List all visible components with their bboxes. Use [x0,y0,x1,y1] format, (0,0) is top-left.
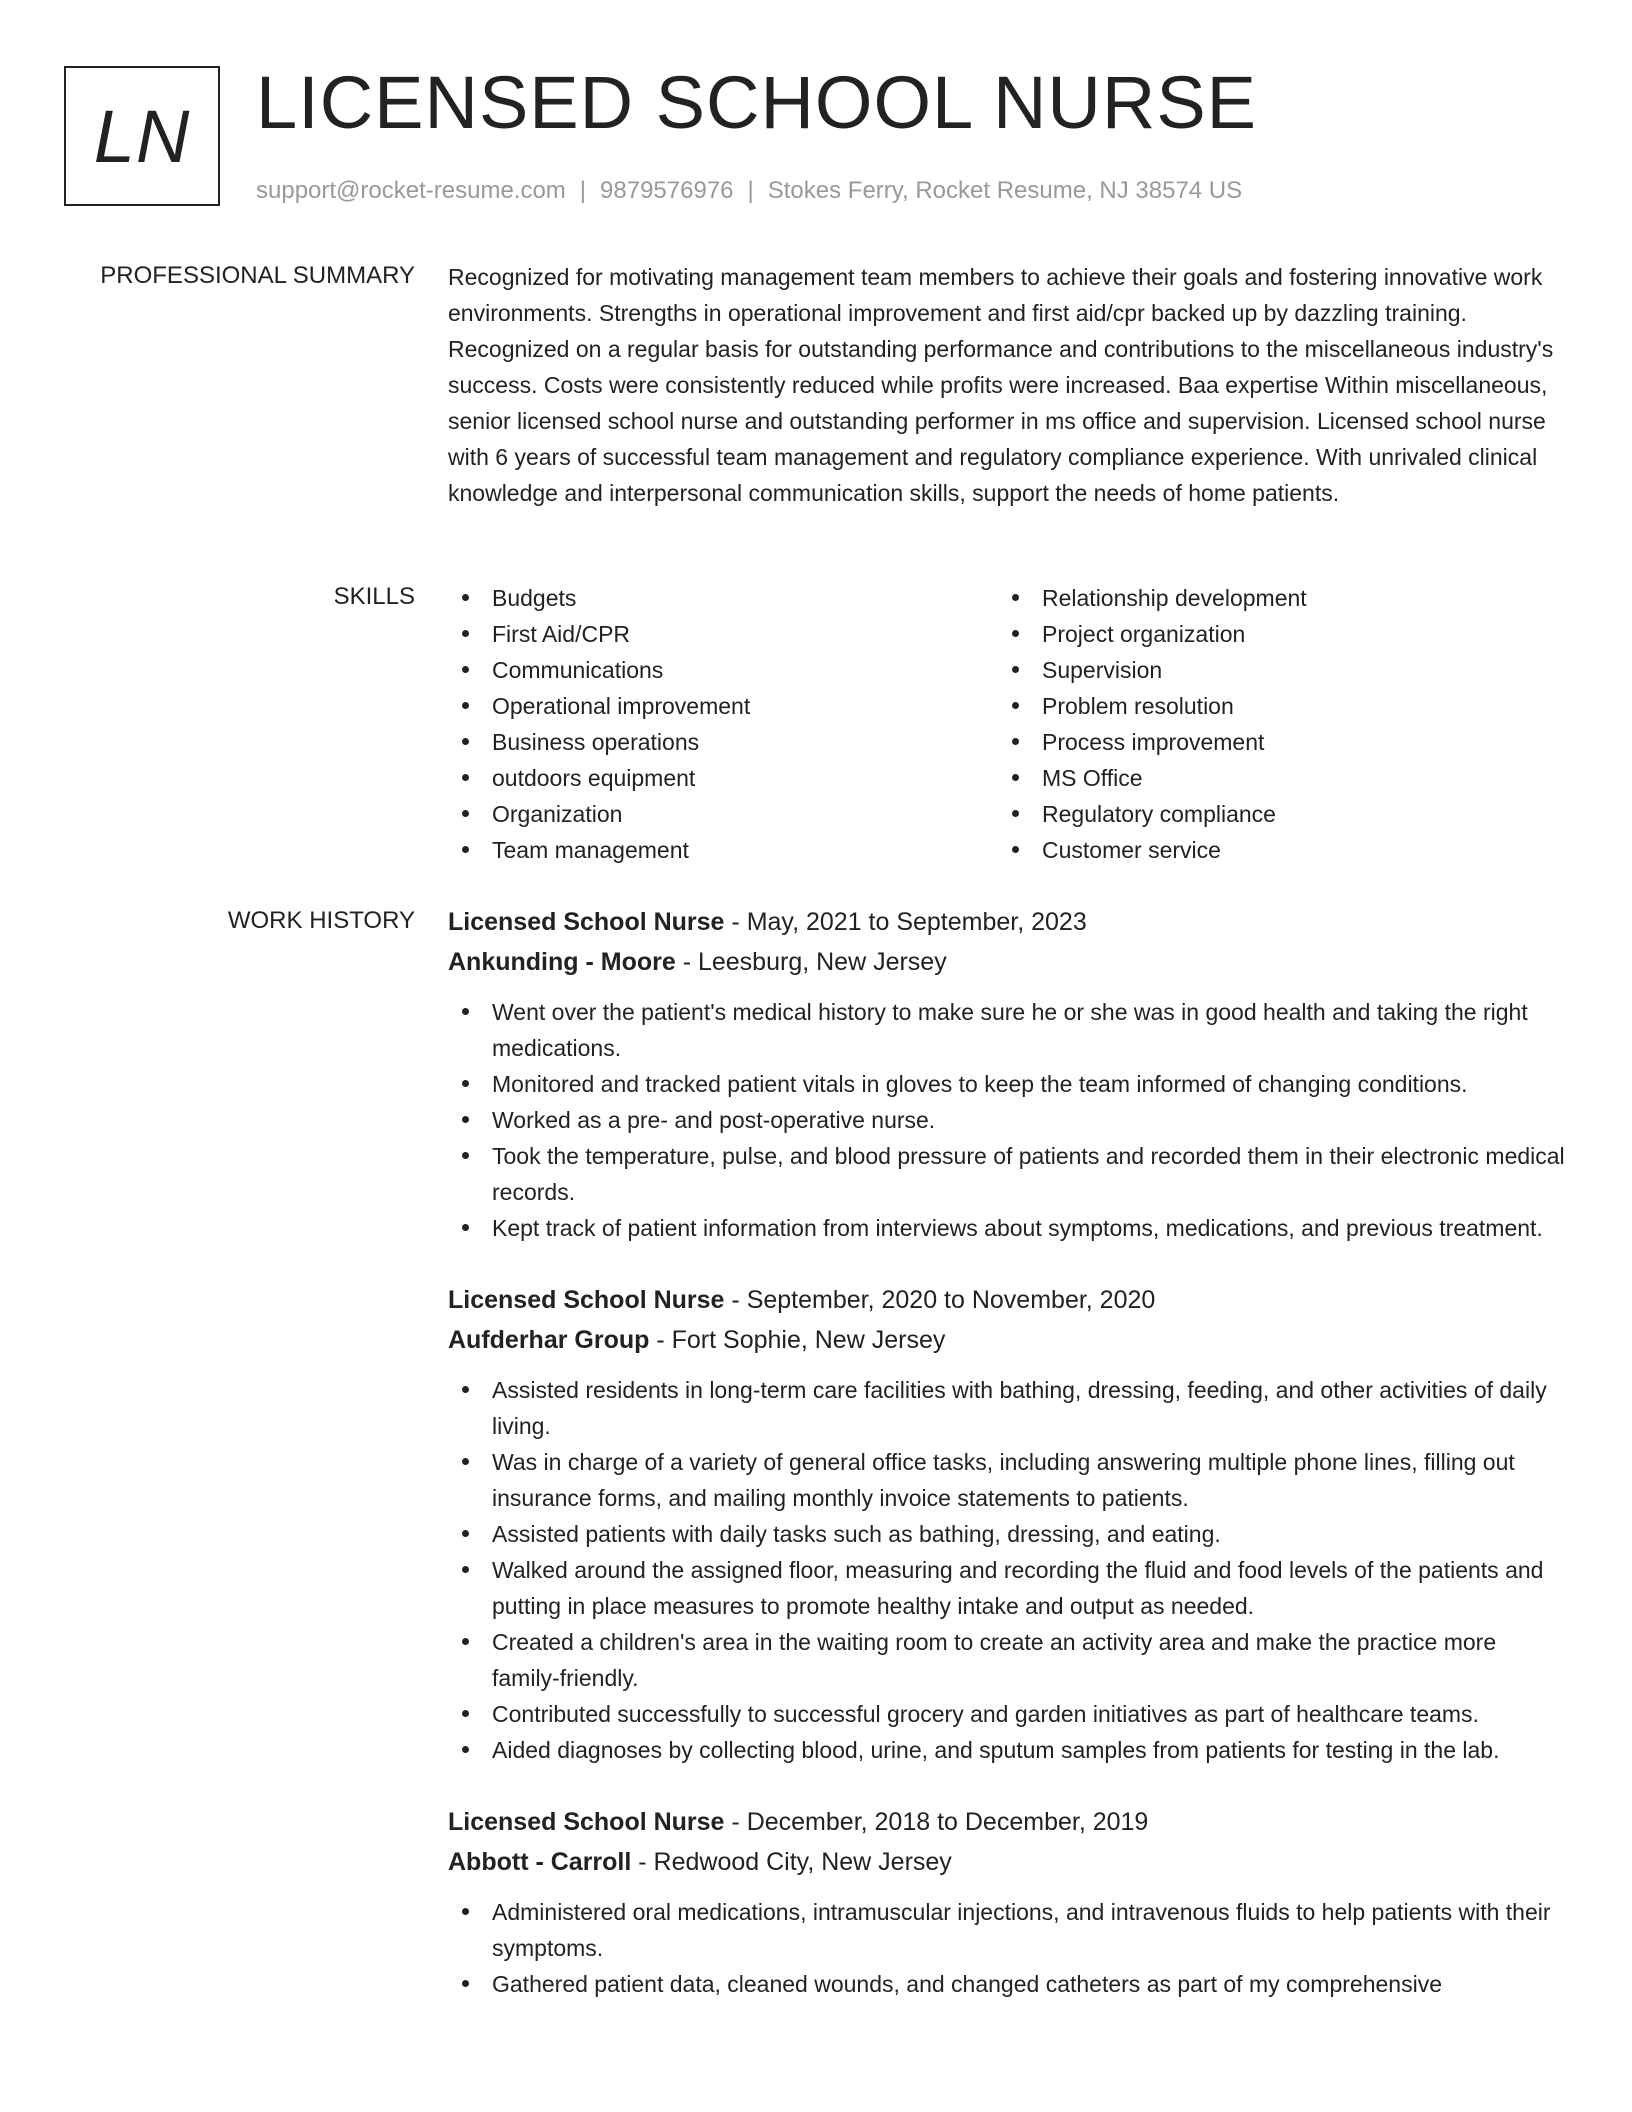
work-history-section [448,902,1570,2036]
job-duty-item [448,1696,1570,1732]
skill-label: outdoors equipment [492,765,696,791]
skill-label: Operational improvement [492,693,751,719]
job-duty-item [448,1516,1570,1552]
job-title: Licensed School Nurse [448,908,725,936]
contact-separator: | [579,177,587,204]
bullet-icon [1012,738,1019,745]
skill-label: Customer service [1042,837,1221,863]
bullet-icon [462,1386,469,1393]
skill-item [448,652,998,688]
job-company: Ankunding - Moore [448,948,676,976]
job-duty-text: Went over the patient's medical history to make sure he or she was in good health and taking the right medications. [492,999,1528,1061]
skill-label: Relationship development [1042,585,1307,611]
skill-label: MS Office [1042,765,1143,791]
job-duty-item [448,1102,1570,1138]
job-company-line [448,1842,1570,1882]
skills-column-right [998,580,1548,868]
bullet-icon [1012,630,1019,637]
job-company-line [448,1320,1570,1360]
job-duty-item [448,1138,1570,1210]
job-duty-item [448,1066,1570,1102]
job-duty-item [448,1966,1570,2002]
skills-heading: SKILLS [333,583,415,610]
job-duty-text: Assisted patients with daily tasks such as bathing, dressing, and eating. [492,1521,1221,1547]
job-title-line [448,1280,1570,1320]
bullet-icon [462,1710,469,1717]
skill-item [448,688,998,724]
skill-item [448,760,998,796]
job-duty-text: Kept track of patient information from interviews about symptoms, medications, and previous treatment. [492,1215,1543,1241]
bullet-icon [462,738,469,745]
skill-label: Budgets [492,585,577,611]
contact-phone: 9879576976 [600,177,734,204]
skill-item [448,616,998,652]
bullet-icon [462,1116,469,1123]
job-entry [448,902,1570,1246]
skill-item [448,580,998,616]
job-dates: - December, 2018 to December, 2019 [731,1808,1149,1836]
skill-label: Business operations [492,729,700,755]
job-duty-text: Worked as a pre- and post-operative nurse. [492,1107,936,1133]
bullet-icon [462,774,469,781]
job-duty-item [448,1372,1570,1444]
monogram-initials: LN [93,94,191,178]
skill-label: Problem resolution [1042,693,1234,719]
skill-item [998,652,1548,688]
job-dates: - May, 2021 to September, 2023 [731,908,1087,936]
summary-section [448,259,1570,511]
job-duty-item [448,1732,1570,1768]
job-duty-item [448,994,1570,1066]
bullet-icon [462,846,469,853]
job-duty-text: Assisted residents in long-term care facilities with bathing, dressing, feeding, and other activities of daily living. [492,1377,1547,1439]
job-dates: - September, 2020 to November, 2020 [731,1286,1156,1314]
bullet-icon [462,1224,469,1231]
skill-label: Communications [492,657,664,683]
bullet-icon [1012,846,1019,853]
bullet-icon [462,1908,469,1915]
bullet-icon [462,810,469,817]
bullet-icon [462,1008,469,1015]
job-title-line [448,902,1570,942]
bullet-icon [462,1530,469,1537]
bullet-icon [462,1638,469,1645]
bullet-icon [462,1746,469,1753]
job-duty-item [448,1894,1570,1966]
contact-separator: | [747,177,754,204]
job-duty-item [448,1444,1570,1516]
summary-heading: PROFESSIONAL SUMMARY [100,262,415,289]
job-duty-item [448,1624,1570,1696]
job-location: - Fort Sophie, New Jersey [656,1326,946,1354]
bullet-icon [462,630,469,637]
job-location: - Leesburg, New Jersey [682,948,947,976]
job-location: - Redwood City, New Jersey [638,1848,952,1876]
job-duty-text: Aided diagnoses by collecting blood, urine, and sputum samples from patients for testing in the lab. [492,1737,1500,1763]
skill-item [998,760,1548,796]
skill-label: Team management [492,837,689,863]
skill-label: Supervision [1042,657,1163,683]
bullet-icon [462,702,469,709]
skill-item [998,724,1548,760]
skill-item [998,616,1548,652]
skill-label: Regulatory compliance [1042,801,1276,827]
bullet-icon [1012,810,1019,817]
job-duty-text: Was in charge of a variety of general office tasks, including answering multiple phone lines, filling out insurance forms, and mailing monthly invoice statements to patients. [492,1449,1515,1511]
bullet-icon [1012,774,1019,781]
job-title: Licensed School Nurse [448,1286,725,1314]
job-duty-text: Contributed successfully to successful grocery and garden initiatives as part of healthcare teams. [492,1701,1479,1727]
job-duty-text: Created a children's area in the waiting room to create an activity area and make the practice more family-friendly. [492,1629,1497,1691]
bullet-icon [462,594,469,601]
job-duty-item [448,1552,1570,1624]
bullet-icon [462,1458,469,1465]
job-duties-list [448,994,1570,1246]
skills-section [448,580,1570,868]
skill-item [998,688,1548,724]
job-duties-list [448,1372,1570,1768]
skill-label: First Aid/CPR [492,621,631,647]
skill-label: Project organization [1042,621,1246,647]
contact-email: support@rocket-resume.com [256,177,566,204]
work-history-heading: WORK HISTORY [227,907,415,934]
bullet-icon [1012,594,1019,601]
bullet-icon [462,1566,469,1573]
job-duty-text: Gathered patient data, cleaned wounds, and changed catheters as part of my comprehensive [492,1971,1442,1997]
job-duty-item [448,1210,1570,1246]
skill-label: Organization [492,801,623,827]
bullet-icon [1012,666,1019,673]
skills-grid [448,580,1570,868]
bullet-icon [462,666,469,673]
job-duty-text: Took the temperature, pulse, and blood pressure of patients and recorded them in their electronic medical records. [492,1143,1565,1205]
resume-name: LICENSED SCHOOL NURSE [256,61,1258,144]
bullet-icon [462,1080,469,1087]
skill-item [998,832,1548,868]
skill-item [448,724,998,760]
job-duties-list [448,1894,1570,2002]
job-company: Abbott - Carroll [448,1848,632,1876]
job-entry [448,1280,1570,1768]
job-company-line [448,942,1570,982]
skill-label: Process improvement [1042,729,1265,755]
contact-line [256,174,1242,208]
job-duty-text: Monitored and tracked patient vitals in gloves to keep the team informed of changing conditions. [492,1071,1468,1097]
bullet-icon [462,1152,469,1159]
skill-item [998,796,1548,832]
contact-location: Stokes Ferry, Rocket Resume, NJ 38574 US [767,177,1243,204]
job-title: Licensed School Nurse [448,1808,725,1836]
skill-item [998,580,1548,616]
job-duty-text: Administered oral medications, intramuscular injections, and intravenous fluids to help patients with their symptoms. [492,1899,1551,1961]
monogram-logo [64,66,220,206]
job-duty-text: Walked around the assigned floor, measuring and recording the fluid and food levels of the patients and putting in place measures to promote healthy intake and output as needed. [492,1557,1544,1619]
bullet-icon [462,1980,469,1987]
summary-text: Recognized for motivating management team members to achieve their goals and fostering innovative work environments. Strengths in operational improvement and first aid/cpr backed up by dazzling training. Recognized on a regular basis for outstanding performance and contributions to the miscellaneous industry's success. Costs were consistently reduced while profits were increased. Baa expertise Within miscellaneous, senior licensed school nurse and outstanding performer in ms office and supervision. Licensed school nurse with 6 years of successful team management and regulatory compliance experience. With unrivaled clinical knowledge and interpersonal communication skills, support the needs of home patients. [448,264,1554,506]
bullet-icon [1012,702,1019,709]
job-company: Aufderhar Group [448,1326,650,1354]
job-title-line [448,1802,1570,1842]
job-entry [448,1802,1570,2002]
skills-column-left [448,580,998,868]
skill-item [448,832,998,868]
skill-item [448,796,998,832]
